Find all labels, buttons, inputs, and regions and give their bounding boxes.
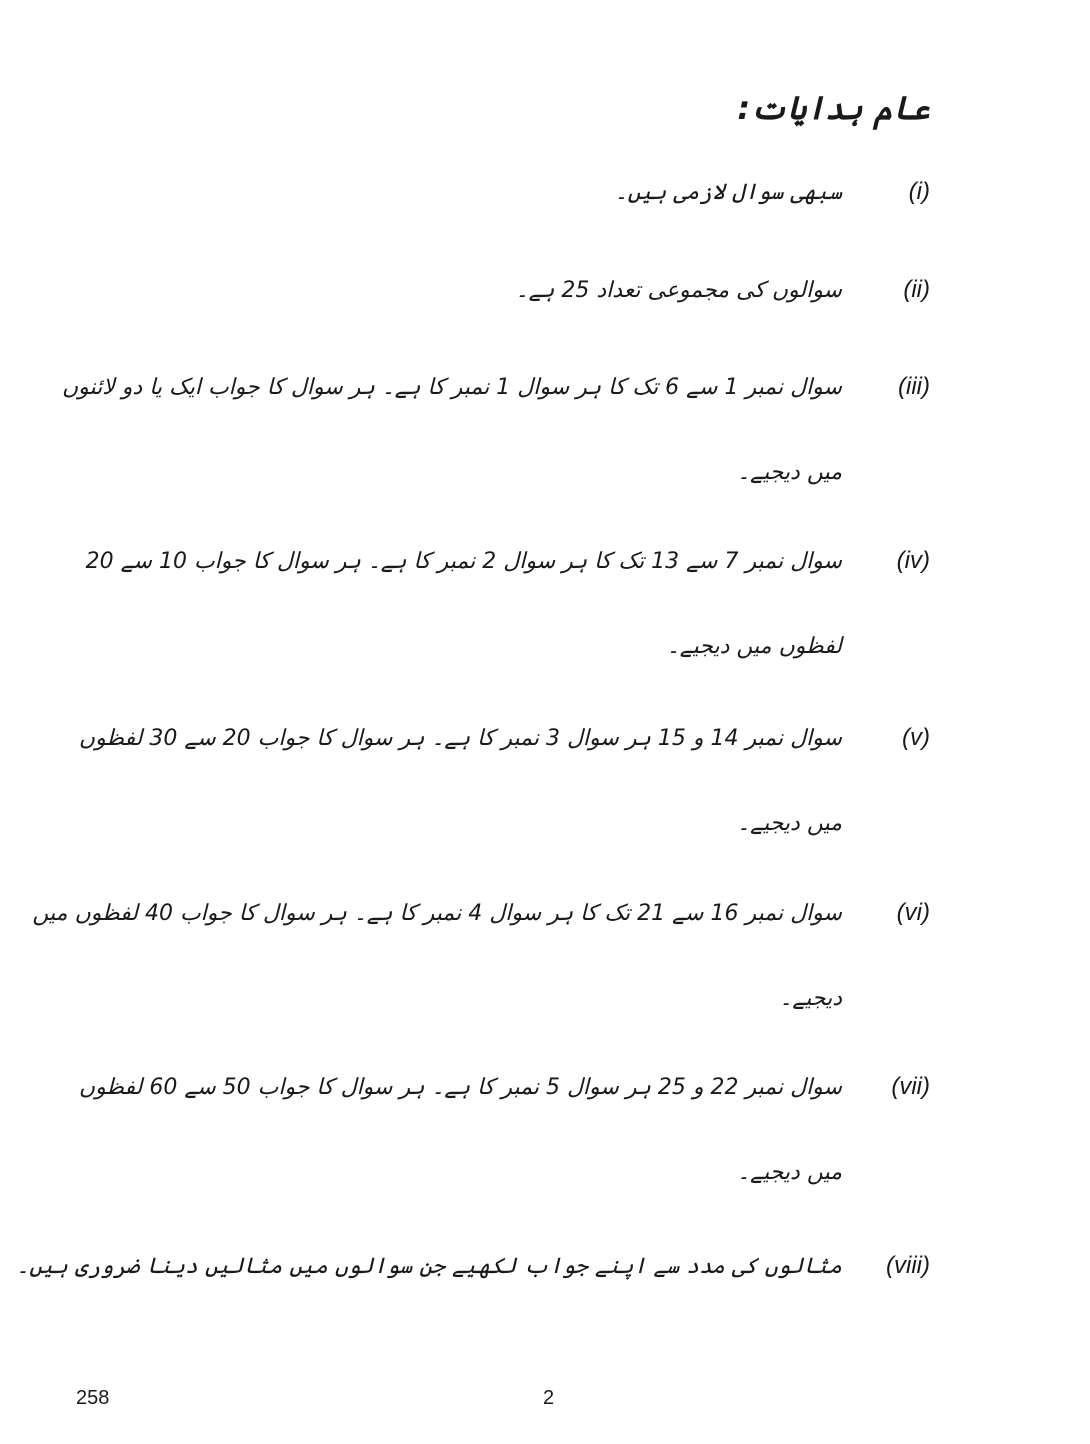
instruction-number: (v)	[902, 724, 930, 751]
instruction-text	[16, 1224, 842, 1309]
instruction-number: (iii)	[898, 373, 930, 400]
instruction-line: دیجیے۔	[779, 986, 842, 1011]
instruction-line: سوال نمبر 22 و 25 ہر سوال 5 نمبر کا ہے۔ ہر سوال کا جواب 50 سے 60 لفظوں	[78, 1075, 842, 1100]
page-number: 2	[543, 1387, 555, 1409]
instruction-text	[78, 696, 842, 866]
instruction-line: میں دیجیے۔	[737, 811, 842, 836]
instruction-line: سوال نمبر 1 سے 6 تک کا ہر سوال 1 نمبر کا ہے۔ ہر سوال کا جواب ایک یا دو لائنوں	[61, 375, 842, 400]
instruction-text	[130, 150, 842, 235]
instruction-number: (viii)	[886, 1252, 930, 1279]
instruction-line: سوالوں کی مجموعی تعداد 25 ہے۔	[515, 278, 842, 303]
instruction-number: (i)	[908, 178, 930, 205]
page-heading: عام ہدایات:	[737, 89, 930, 127]
instruction-number: (ii)	[903, 276, 930, 303]
instruction-line: سوال نمبر 7 سے 13 تک کا ہر سوال 2 نمبر کا ہے۔ ہر سوال کا جواب 10 سے 20	[85, 549, 842, 574]
instruction-line: میں دیجیے۔	[737, 460, 842, 485]
instruction-text	[32, 871, 842, 1041]
instruction-line: مثالوں کی مدد سے اپنے جواب لکھیے جن سوالوں میں مثالیں دینا ضروری ہیں۔	[16, 1254, 842, 1279]
instruction-number: (vi)	[896, 899, 930, 926]
instruction-text	[85, 519, 842, 689]
instruction-line: سوال نمبر 16 سے 21 تک کا ہر سوال 4 نمبر کا ہے۔ ہر سوال کا جواب 40 لفظوں میں	[32, 901, 842, 926]
paper-code: 258	[76, 1387, 110, 1409]
instruction-line: سوال نمبر 14 و 15 ہر سوال 3 نمبر کا ہے۔ ہر سوال کا جواب 20 سے 30 لفظوں	[78, 726, 842, 751]
instruction-line: سبھی سوال لازمی ہیں۔	[614, 180, 842, 205]
instruction-text	[78, 1045, 842, 1215]
instruction-text	[130, 248, 842, 333]
instruction-line: میں دیجیے۔	[737, 1160, 842, 1185]
instruction-line: لفظوں میں دیجیے۔	[666, 634, 842, 659]
instruction-number: (iv)	[896, 547, 930, 574]
instruction-number: (vii)	[891, 1073, 930, 1100]
instruction-text	[61, 345, 842, 515]
